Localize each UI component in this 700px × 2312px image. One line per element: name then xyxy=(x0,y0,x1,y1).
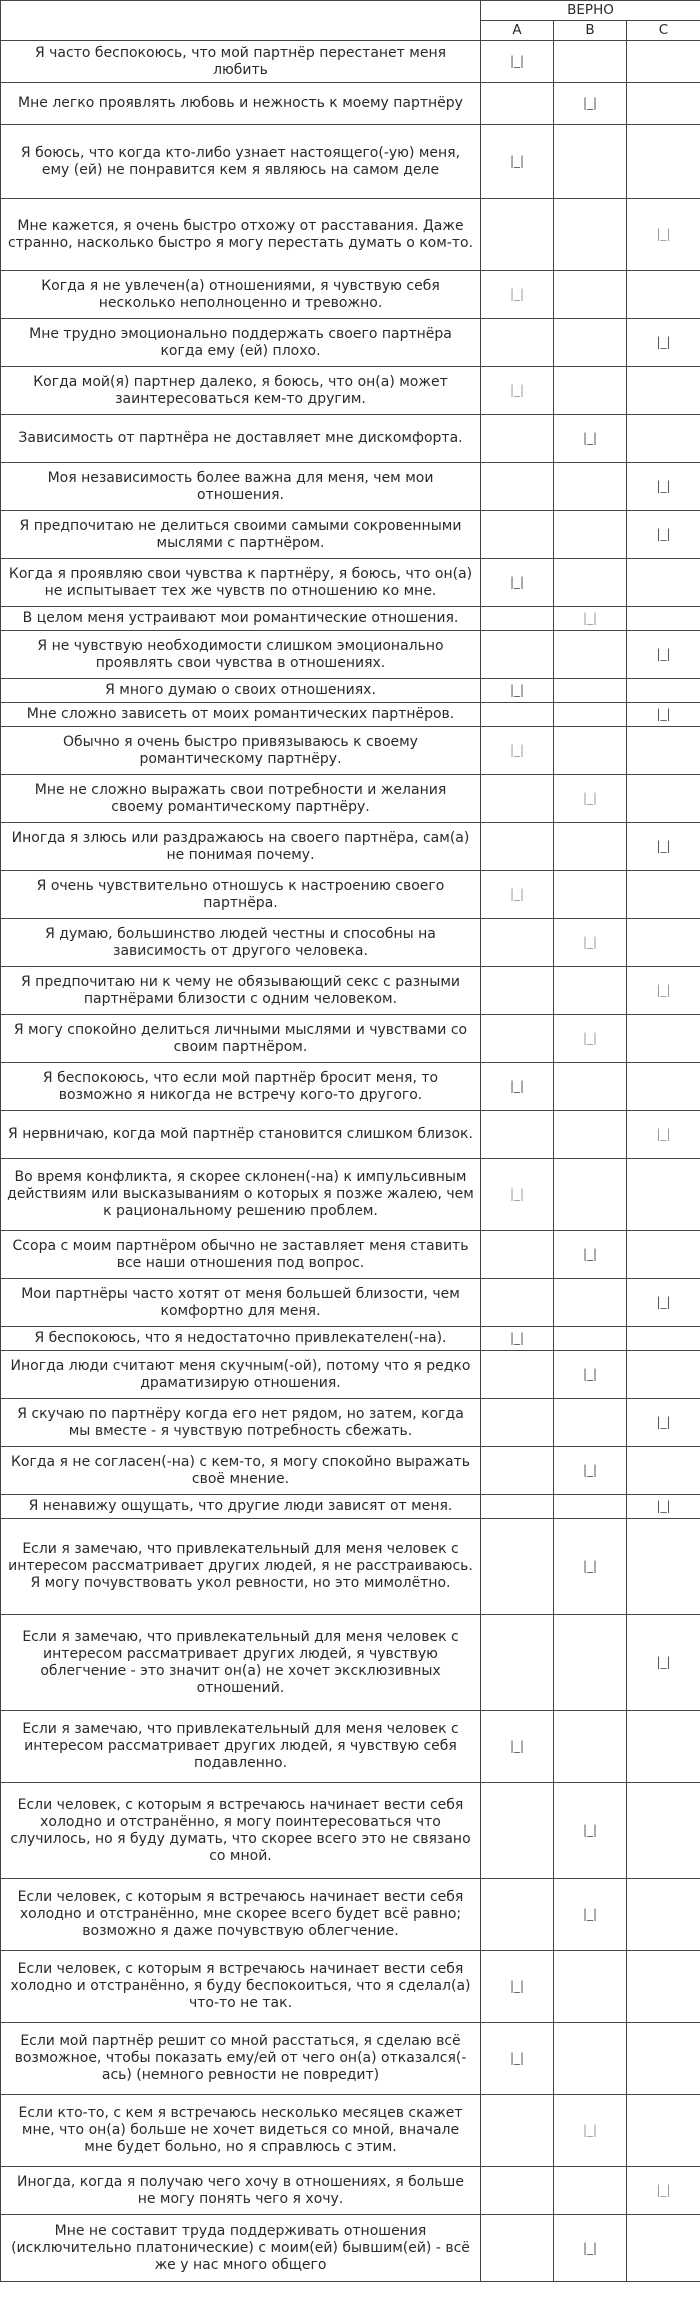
statement-text: Я могу спокойно делиться личными мыслями и чувствами со своим партнёром. xyxy=(1,1015,481,1063)
table-row xyxy=(1,367,700,415)
answer-cell-b[interactable] xyxy=(554,1279,627,1327)
answer-cell-b[interactable]: |_| xyxy=(554,1015,627,1063)
statement-text: Зависимость от партнёра не доставляет мне дискомфорта. xyxy=(1,415,481,463)
table-row xyxy=(1,1951,700,2023)
table-row xyxy=(1,559,700,607)
answer-cell-c[interactable] xyxy=(627,871,700,919)
table-row xyxy=(1,1351,700,1399)
column-header-a: A xyxy=(481,21,554,41)
answer-cell-a[interactable] xyxy=(481,1015,554,1063)
table-row xyxy=(1,1711,700,1783)
answer-cell-b[interactable] xyxy=(554,463,627,511)
answer-cell-a[interactable]: |_| xyxy=(481,1159,554,1231)
answer-cell-b[interactable] xyxy=(554,271,627,319)
answer-cell-c[interactable]: |_| xyxy=(627,1615,700,1711)
statement-text: Если человек, с которым я встречаюсь начинает вести себя холодно и отстранённо, я буду беспокоиться, что я сделал(а) что-то не так. xyxy=(1,1951,481,2023)
answer-cell-a[interactable] xyxy=(481,631,554,679)
answer-cell-c[interactable] xyxy=(627,367,700,415)
answer-cell-a[interactable]: |_| xyxy=(481,1063,554,1111)
table-row xyxy=(1,199,700,271)
answer-cell-b[interactable]: |_| xyxy=(554,607,627,631)
table-row xyxy=(1,1615,700,1711)
answer-cell-b[interactable]: |_| xyxy=(554,1447,627,1495)
answer-cell-a[interactable] xyxy=(481,1447,554,1495)
answer-cell-b[interactable] xyxy=(554,631,627,679)
answer-cell-c[interactable]: |_| xyxy=(627,823,700,871)
answer-cell-b[interactable] xyxy=(554,2167,627,2215)
answer-cell-a[interactable] xyxy=(481,703,554,727)
statement-text: Я часто беспокоюсь, что мой партнёр перестанет меня любить xyxy=(1,41,481,83)
statement-text: Моя независимость более важна для меня, чем мои отношения. xyxy=(1,463,481,511)
answer-cell-b[interactable] xyxy=(554,1615,627,1711)
answer-cell-c[interactable]: |_| xyxy=(627,703,700,727)
answer-cell-b[interactable]: |_| xyxy=(554,2215,627,2282)
answer-cell-b[interactable]: |_| xyxy=(554,1351,627,1399)
table-row xyxy=(1,1447,700,1495)
table-row xyxy=(1,727,700,775)
table-row xyxy=(1,1279,700,1327)
answer-cell-b[interactable] xyxy=(554,199,627,271)
answer-cell-c[interactable] xyxy=(627,2215,700,2282)
statement-text: Если мой партнёр решит со мной расстаться, я сделаю всё возможное, чтобы показать ему/ей от чего он(а) отказался(-ась) (немного ревности не повредит) xyxy=(1,2023,481,2095)
answer-cell-a[interactable] xyxy=(481,607,554,631)
answer-cell-c[interactable]: |_| xyxy=(627,1111,700,1159)
answer-cell-b[interactable] xyxy=(554,1327,627,1351)
table-row xyxy=(1,1231,700,1279)
table-row xyxy=(1,919,700,967)
answer-cell-c[interactable]: |_| xyxy=(627,1399,700,1447)
answer-cell-c[interactable] xyxy=(627,1159,700,1231)
answer-cell-a[interactable] xyxy=(481,1495,554,1519)
answer-cell-a[interactable]: |_| xyxy=(481,2023,554,2095)
answer-cell-b[interactable]: |_| xyxy=(554,415,627,463)
answer-cell-b[interactable]: |_| xyxy=(554,1783,627,1879)
statement-text: В целом меня устраивают мои романтические отношения. xyxy=(1,607,481,631)
statement-text: Мне сложно зависеть от моих романтических партнёров. xyxy=(1,703,481,727)
statement-text: Я предпочитаю не делиться своими самыми сокровенными мыслями с партнёром. xyxy=(1,511,481,559)
answer-cell-a[interactable] xyxy=(481,2215,554,2282)
answer-cell-b[interactable]: |_| xyxy=(554,1519,627,1615)
answer-cell-c[interactable] xyxy=(627,1015,700,1063)
statement-text: Иногда, когда я получаю чего хочу в отношениях, я больше не могу понять чего я хочу. xyxy=(1,2167,481,2215)
answer-cell-b[interactable]: |_| xyxy=(554,2095,627,2167)
answer-cell-a[interactable]: |_| xyxy=(481,559,554,607)
answer-cell-c[interactable]: |_| xyxy=(627,199,700,271)
table-row xyxy=(1,775,700,823)
answer-cell-c[interactable] xyxy=(627,559,700,607)
answer-cell-a[interactable]: |_| xyxy=(481,271,554,319)
answer-cell-b[interactable]: |_| xyxy=(554,775,627,823)
statement-text: Когда мой(я) партнер далеко, я боюсь, что он(а) может заинтересоваться кем-то другим. xyxy=(1,367,481,415)
statement-text: Я не чувствую необходимости слишком эмоционально проявлять свои чувства в отношениях. xyxy=(1,631,481,679)
answer-cell-a[interactable]: |_| xyxy=(481,41,554,83)
table-row xyxy=(1,319,700,367)
column-header-c: C xyxy=(627,21,700,41)
answer-cell-a[interactable]: |_| xyxy=(481,367,554,415)
statement-text: Обычно я очень быстро привязываюсь к своему романтическому партнёру. xyxy=(1,727,481,775)
answer-cell-a[interactable] xyxy=(481,775,554,823)
table-row xyxy=(1,703,700,727)
answer-cell-a[interactable] xyxy=(481,463,554,511)
answer-cell-c[interactable] xyxy=(627,1447,700,1495)
statement-text: Я боюсь, что когда кто-либо узнает настоящего(-ую) меня, ему (ей) не понравится кем я являюсь на самом деле xyxy=(1,125,481,199)
table-row xyxy=(1,1327,700,1351)
answer-cell-a[interactable] xyxy=(481,2167,554,2215)
answer-cell-c[interactable]: |_| xyxy=(627,967,700,1015)
answer-cell-a[interactable]: |_| xyxy=(481,727,554,775)
statement-text: Я думаю, большинство людей честны и способны на зависимость от другого человека. xyxy=(1,919,481,967)
answer-cell-c[interactable] xyxy=(627,1879,700,1951)
statement-text: Мне трудно эмоционально поддержать своего партнёра когда ему (ей) плохо. xyxy=(1,319,481,367)
answer-cell-b[interactable]: |_| xyxy=(554,83,627,125)
statement-text: Я предпочитаю ни к чему не обязывающий секс с разными партнёрами близости с одним человеком. xyxy=(1,967,481,1015)
statement-text: Ссора с моим партнёром обычно не заставляет меня ставить все наши отношения под вопрос. xyxy=(1,1231,481,1279)
answer-cell-b[interactable] xyxy=(554,823,627,871)
answer-cell-a[interactable] xyxy=(481,1231,554,1279)
table-row xyxy=(1,2167,700,2215)
answer-cell-c[interactable] xyxy=(627,679,700,703)
table-row xyxy=(1,607,700,631)
table-row xyxy=(1,2023,700,2095)
statement-text: Я беспокоюсь, что если мой партнёр бросит меня, то возможно я никогда не встречу кого-то другого. xyxy=(1,1063,481,1111)
statement-text: Я очень чувствительно отношусь к настроению своего партнёра. xyxy=(1,871,481,919)
answer-cell-b[interactable] xyxy=(554,125,627,199)
answer-cell-a[interactable] xyxy=(481,1783,554,1879)
answer-cell-c[interactable] xyxy=(627,41,700,83)
answer-cell-c[interactable] xyxy=(627,1063,700,1111)
answer-cell-c[interactable] xyxy=(627,2095,700,2167)
statement-text: Если кто-то, с кем я встречаюсь несколько месяцев скажет мне, что он(а) больше не хочет видеться со мной, вначале мне будет больно, но я справлюсь с этим. xyxy=(1,2095,481,2167)
answer-cell-b[interactable]: |_| xyxy=(554,1231,627,1279)
answer-cell-c[interactable] xyxy=(627,1231,700,1279)
table-row xyxy=(1,823,700,871)
table-row xyxy=(1,1783,700,1879)
statement-text: Когда я не согласен(-на) с кем-то, я могу спокойно выражать своё мнение. xyxy=(1,1447,481,1495)
answer-cell-a[interactable] xyxy=(481,1615,554,1711)
table-row xyxy=(1,125,700,199)
answer-cell-c[interactable] xyxy=(627,919,700,967)
table-row xyxy=(1,41,700,83)
statement-text: Мне не составит труда поддерживать отношения (исключительно платонические) с моим(ей) бывшим(ей) - всё же у нас много общего xyxy=(1,2215,481,2282)
answer-cell-b[interactable] xyxy=(554,319,627,367)
header-true-label: ВЕРНО xyxy=(481,1,700,21)
table-row xyxy=(1,271,700,319)
table-row xyxy=(1,2215,700,2282)
answer-cell-c[interactable] xyxy=(627,125,700,199)
answer-cell-a[interactable] xyxy=(481,1519,554,1615)
statement-text: Я беспокоюсь, что я недостаточно привлекателен(-на). xyxy=(1,1327,481,1351)
answer-cell-b[interactable] xyxy=(554,1951,627,2023)
answer-cell-a[interactable] xyxy=(481,511,554,559)
answer-cell-c[interactable] xyxy=(627,727,700,775)
answer-cell-c[interactable] xyxy=(627,1519,700,1615)
answer-cell-b[interactable] xyxy=(554,727,627,775)
answer-cell-b[interactable] xyxy=(554,41,627,83)
statement-text: Мне не сложно выражать свои потребности и желания своему романтическому партнёру. xyxy=(1,775,481,823)
answer-cell-a[interactable] xyxy=(481,823,554,871)
answer-cell-a[interactable]: |_| xyxy=(481,871,554,919)
answer-cell-a[interactable] xyxy=(481,83,554,125)
answer-cell-b[interactable] xyxy=(554,1399,627,1447)
table-row xyxy=(1,511,700,559)
statement-text: Если я замечаю, что привлекательный для меня человек с интересом рассматривает других людей, я чувствую облегчение - это значит он(а) не хочет эксклюзивных отношений. xyxy=(1,1615,481,1711)
answer-cell-c[interactable]: |_| xyxy=(627,631,700,679)
answer-cell-c[interactable]: |_| xyxy=(627,1495,700,1519)
answer-cell-b[interactable] xyxy=(554,1063,627,1111)
answer-cell-c[interactable] xyxy=(627,607,700,631)
table-row xyxy=(1,679,700,703)
answer-cell-a[interactable]: |_| xyxy=(481,1327,554,1351)
answer-cell-c[interactable]: |_| xyxy=(627,319,700,367)
answer-cell-b[interactable]: |_| xyxy=(554,919,627,967)
statement-text: Мне легко проявлять любовь и нежность к моему партнёру xyxy=(1,83,481,125)
answer-cell-a[interactable] xyxy=(481,919,554,967)
answer-cell-a[interactable]: |_| xyxy=(481,125,554,199)
answer-cell-c[interactable] xyxy=(627,83,700,125)
table-row xyxy=(1,1495,700,1519)
table-row xyxy=(1,1879,700,1951)
answer-cell-b[interactable] xyxy=(554,1495,627,1519)
answer-cell-c[interactable]: |_| xyxy=(627,1279,700,1327)
table-row xyxy=(1,1399,700,1447)
answer-cell-b[interactable] xyxy=(554,1111,627,1159)
answer-cell-a[interactable] xyxy=(481,415,554,463)
answer-cell-a[interactable] xyxy=(481,2095,554,2167)
table-row xyxy=(1,463,700,511)
answer-cell-a[interactable] xyxy=(481,1351,554,1399)
answer-cell-c[interactable] xyxy=(627,415,700,463)
answer-cell-c[interactable]: |_| xyxy=(627,2167,700,2215)
answer-cell-c[interactable]: |_| xyxy=(627,463,700,511)
answer-cell-c[interactable] xyxy=(627,1351,700,1399)
answer-cell-b[interactable] xyxy=(554,967,627,1015)
questionnaire-body xyxy=(1,41,700,2282)
answer-cell-b[interactable]: |_| xyxy=(554,1879,627,1951)
answer-cell-b[interactable] xyxy=(554,871,627,919)
answer-cell-b[interactable] xyxy=(554,1711,627,1783)
answer-cell-b[interactable] xyxy=(554,511,627,559)
header-row-group xyxy=(1,1,700,21)
statement-text: Когда я проявляю свои чувства к партнёру, я боюсь, что он(а) не испытывает тех же чувств по отношению ко мне. xyxy=(1,559,481,607)
table-row xyxy=(1,1111,700,1159)
answer-cell-b[interactable] xyxy=(554,559,627,607)
answer-cell-a[interactable] xyxy=(481,1111,554,1159)
answer-cell-b[interactable] xyxy=(554,703,627,727)
statement-text: Иногда я злюсь или раздражаюсь на своего партнёра, сам(а) не понимая почему. xyxy=(1,823,481,871)
answer-cell-a[interactable]: |_| xyxy=(481,679,554,703)
table-row xyxy=(1,871,700,919)
answer-cell-c[interactable] xyxy=(627,1711,700,1783)
table-row xyxy=(1,83,700,125)
answer-cell-a[interactable] xyxy=(481,1399,554,1447)
table-row xyxy=(1,967,700,1015)
statement-text: Если человек, с которым я встречаюсь начинает вести себя холодно и отстранённо, я могу поинтересоваться что случилось, но я буду думать, что скорее всего это не связано со мной. xyxy=(1,1783,481,1879)
answer-cell-c[interactable] xyxy=(627,2023,700,2095)
answer-cell-a[interactable] xyxy=(481,967,554,1015)
statement-text: Я скучаю по партнёру когда его нет рядом, но затем, когда мы вместе - я чувствую потребность сбежать. xyxy=(1,1399,481,1447)
column-header-b: B xyxy=(554,21,627,41)
statement-text: Мне кажется, я очень быстро отхожу от расставания. Даже странно, насколько быстро я могу перестать думать о ком-то. xyxy=(1,199,481,271)
answer-cell-c[interactable] xyxy=(627,1951,700,2023)
answer-cell-c[interactable] xyxy=(627,271,700,319)
statement-text: Если я замечаю, что привлекательный для меня человек с интересом рассматривает других людей, я не расстраиваюсь. Я могу почувствовать укол ревности, но это мимолётно. xyxy=(1,1519,481,1615)
answer-cell-c[interactable] xyxy=(627,775,700,823)
answer-cell-a[interactable]: |_| xyxy=(481,1711,554,1783)
statement-text: Иногда люди считают меня скучным(-ой), потому что я редко драматизирую отношения. xyxy=(1,1351,481,1399)
table-row xyxy=(1,631,700,679)
statement-text: Если я замечаю, что привлекательный для меня человек с интересом рассматривает других людей, я чувствую себя подавленно. xyxy=(1,1711,481,1783)
answer-cell-b[interactable] xyxy=(554,367,627,415)
answer-cell-a[interactable] xyxy=(481,319,554,367)
statement-text: Во время конфликта, я скорее склонен(-на) к импульсивным действиям или высказываниям о которых я позже жалею, чем к рациональному решению проблем. xyxy=(1,1159,481,1231)
answer-cell-b[interactable] xyxy=(554,1159,627,1231)
statement-text: Мои партнёры часто хотят от меня большей близости, чем комфортно для меня. xyxy=(1,1279,481,1327)
answer-cell-c[interactable]: |_| xyxy=(627,511,700,559)
table-row xyxy=(1,415,700,463)
answer-cell-b[interactable] xyxy=(554,2023,627,2095)
answer-cell-a[interactable] xyxy=(481,1279,554,1327)
table-row xyxy=(1,1015,700,1063)
table-row xyxy=(1,1063,700,1111)
answer-cell-a[interactable] xyxy=(481,1879,554,1951)
table-row xyxy=(1,2095,700,2167)
statement-text: Я нервничаю, когда мой партнёр становится слишком близок. xyxy=(1,1111,481,1159)
statement-text: Я много думаю о своих отношениях. xyxy=(1,679,481,703)
answer-cell-c[interactable] xyxy=(627,1327,700,1351)
answer-cell-a[interactable] xyxy=(481,199,554,271)
statement-text: Я ненавижу ощущать, что другие люди зависят от меня. xyxy=(1,1495,481,1519)
statement-text: Когда я не увлечен(а) отношениями, я чувствую себя несколько неполноценно и тревожно. xyxy=(1,271,481,319)
header-blank-cell xyxy=(1,1,481,41)
answer-cell-c[interactable] xyxy=(627,1783,700,1879)
table-row xyxy=(1,1519,700,1615)
answer-cell-b[interactable] xyxy=(554,679,627,703)
table-row xyxy=(1,1159,700,1231)
statement-text: Если человек, с которым я встречаюсь начинает вести себя холодно и отстранённо, мне скорее всего будет всё равно; возможно я даже почувствую облегчение. xyxy=(1,1879,481,1951)
answer-cell-a[interactable]: |_| xyxy=(481,1951,554,2023)
